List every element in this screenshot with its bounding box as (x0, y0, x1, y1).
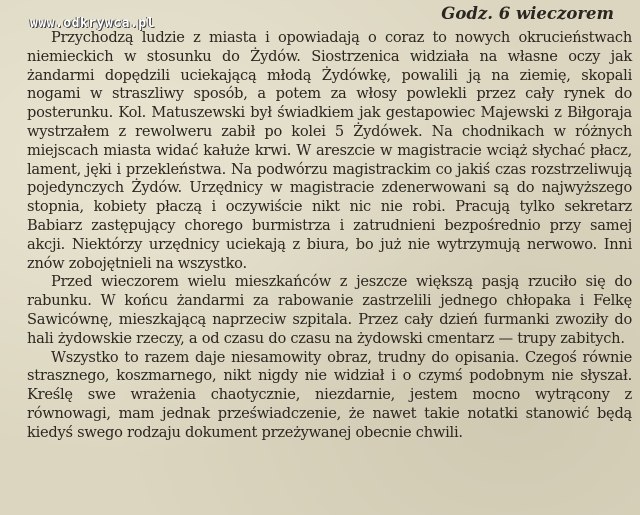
body-text (27, 29, 632, 443)
paragraph: Przychodzą ludzie z miasta i opowiadają o coraz to nowych okrucieństwach niemieckich w stosunku do Żydów. Siostrzenica widziała na własne oczy jak żandarmi dopędzili uciekającą młodą Żydówkę, powalili ją na ziemię, skopali nogami w straszliwy sposób, a potem za włosy powlekli przez cały rynek do posterunku. Kol. Matuszewski był świadkiem jak gestapowiec Majewski z Biłgoraja wystrzałem z rewolweru zabił po kolei 5 Żydówek. Na chodnikach w różnych miejscach miasta widać kałuże krwi. W areszcie w magistracie wciąż słychać płacz, lament, jęki i przekleństwa. Na podwórzu magistrackim co jakiś czas rozstrzeliwują pojedynczych Żydów. Urzędnicy w magistracie zdenerwowani są do najwyższego stopnia, kobiety płaczą i oczywiście nikt nic nie robi. Pracują tylko sekretarz Babiarz zastępujący chorego burmistrza i zatrudnieni bezpośrednio przy samej akcji. Niektórzy urzędnicy uciekają z biura, bo już nie wytrzymują nerwowo. Inni znów zobojętnieli na wszystko. (27, 29, 632, 272)
watermark: www.odkrywca.pl (30, 16, 155, 31)
paragraph: Wszystko to razem daje niesamowity obraz, trudny do opisania. Czegoś równie strasznego, koszmarnego, nikt nigdy nie widział i o czymś podobnym nie słyszał. Kreślę swe wrażenia chaotycznie, niezdarnie, jestem mocno wytrącony z równowagi, mam jednak przeświadczenie, że nawet takie notatki stanowić będą kiedyś swego rodzaju dokument przeżywanej obecnie chwili. (27, 348, 632, 441)
section-heading: Godz. 6 wieczorem (441, 4, 614, 23)
paragraph: Przed wieczorem wielu mieszkańców z jeszcze większą pasją rzuciło się do rabunku. W końcu żandarmi za rabowanie zastrzelili jednego chłopaka i Felkę Sawicównę, mieszkającą naprzeciw szpitala. Przez cały dzień furmanki zwoziły do hali żydowskie rzeczy, a od czasu do czasu na żydowski cmentarz — trupy zabitych. (27, 273, 632, 347)
